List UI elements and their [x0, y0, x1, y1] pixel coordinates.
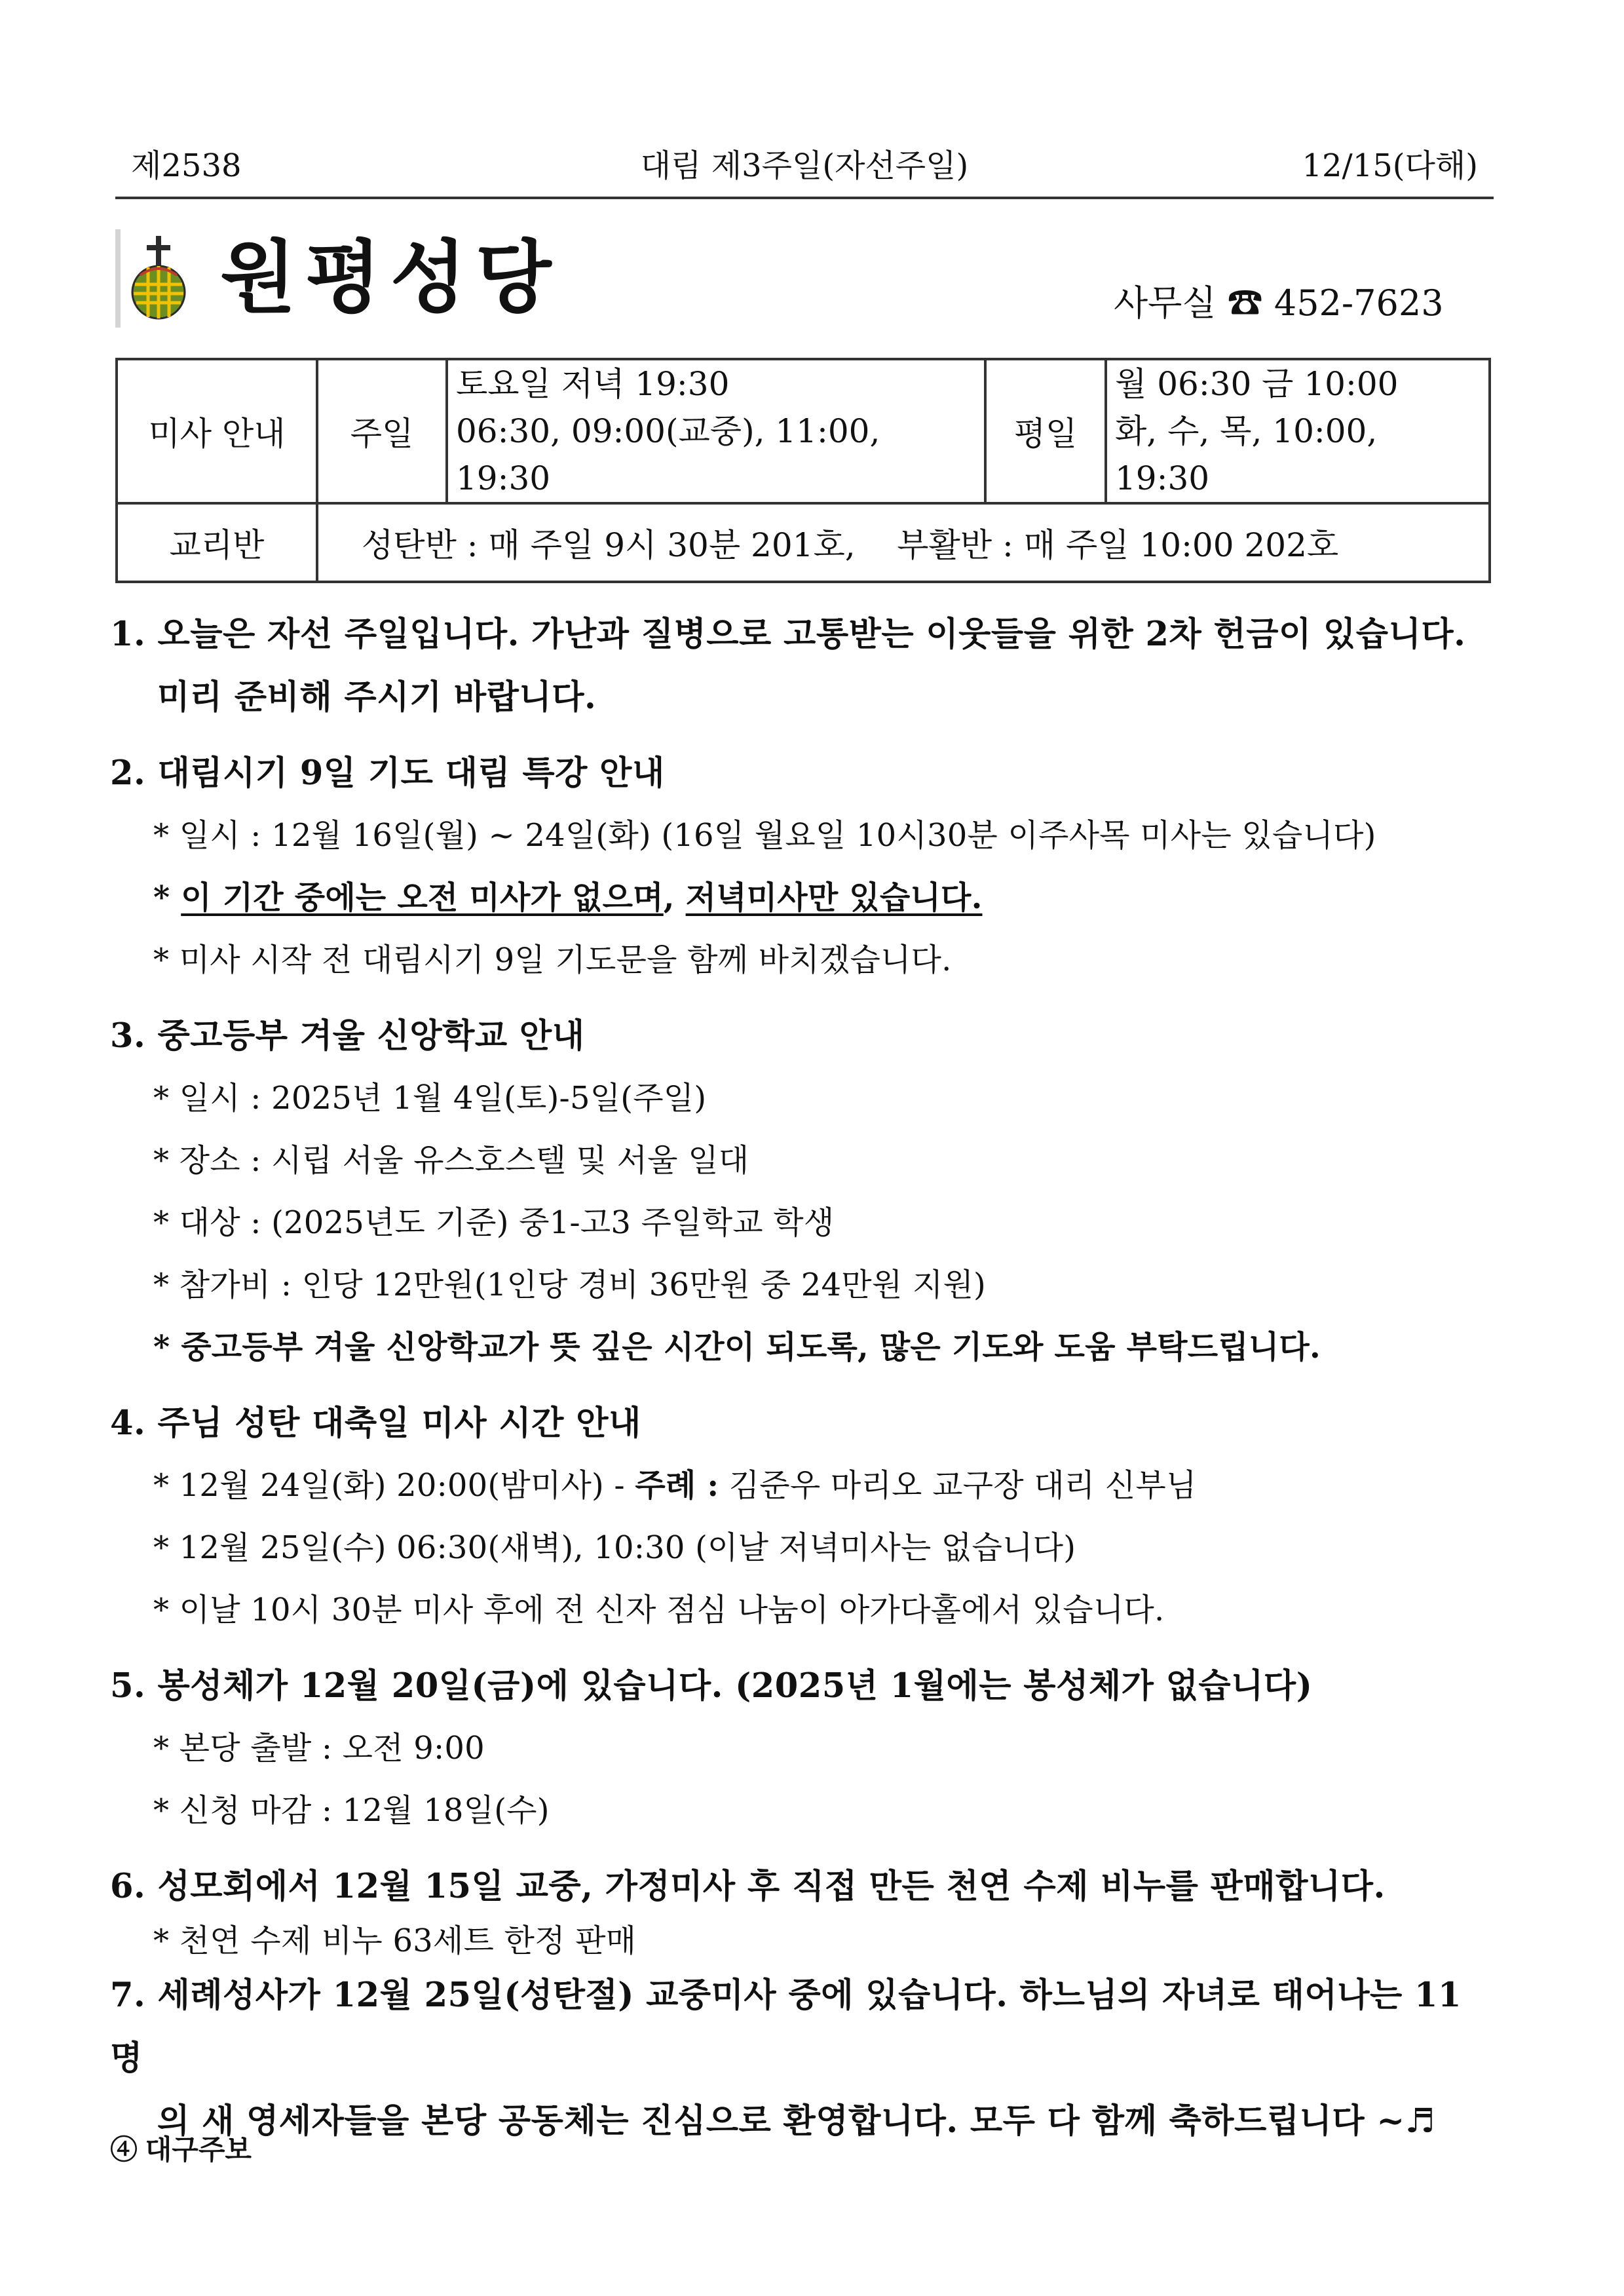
notice-3-item: * 참가비 : 인당 12만원(1인당 경비 36만원 중 24만원 지원) [153, 1267, 986, 1303]
catechism-info: 성탄반 : 매 주일 9시 30분 201호, 부활반 : 매 주일 10:00 202호 [317, 503, 1490, 582]
notice-3-request: * 중고등부 겨울 신앙학교가 뜻 깊은 시간이 되도록, 많은 기도와 도움 부탁드립니다. [153, 1329, 1321, 1366]
notice-1-continuation: 미리 준비해 주시기 바랍니다. [157, 678, 597, 717]
office-contact [1114, 275, 1444, 326]
notice-list [110, 603, 1494, 2152]
catechism-label: 교리반 [117, 503, 317, 582]
celebrant-label: 주례 : [635, 1467, 719, 1504]
notice-1-text: 1. 오늘은 자선 주일입니다. 가난과 질병으로 고통받는 이웃들을 위한 2차 헌금이 있습니다. [110, 615, 1466, 654]
mass-schedule-table [115, 358, 1491, 583]
weekday-line-2: 화, 수, 목, 10:00, 19:30 [1115, 412, 1378, 497]
weekday-line-1: 월 06:30 금 10:00 [1115, 365, 1399, 403]
morning-mass-notice: 이 기간 중에는 오전 미사가 없으며 [181, 879, 664, 916]
issue-date: 12/15(다해) [1302, 147, 1478, 184]
notice-5-item: * 본당 출발 : 오전 9:00 [153, 1730, 485, 1767]
phone-icon: ☎ [1227, 282, 1263, 324]
footer-source: ④ 대구주보 [110, 2134, 252, 2165]
office-phone: 452-7623 [1274, 282, 1444, 324]
mass-info-label: 미사 안내 [117, 359, 317, 503]
notice-3-item: * 일시 : 2025년 1월 4일(토)-5일(주일) [153, 1080, 707, 1117]
parish-title: 원평성당 [220, 233, 561, 324]
sunday-line-1: 토요일 저녁 19:30 [456, 365, 730, 403]
notice-7-text: 7. 세례성사가 12월 25일(성탄절) 교중미사 중에 있습니다. 하느님의 자녀로 태어나는 11명 [110, 1976, 1462, 2078]
logo-divider [115, 229, 121, 328]
issue-number: 제2538 [131, 147, 242, 184]
notice-3-title: 3. 중고등부 겨울 신앙학교 안내 [110, 1016, 585, 1056]
notice-6-title: 6. 성모회에서 12월 15일 교중, 가정미사 후 직접 만든 천연 수제 비누를 판매합니다. [110, 1867, 1386, 1906]
notice-1 [110, 603, 1494, 729]
notice-6-item: * 천연 수제 비누 63세트 한정 판매 [153, 1923, 637, 1959]
bulletin-header [115, 128, 1494, 199]
sunday-label: 주일 [317, 359, 447, 503]
notice-4-item [110, 1455, 1494, 1517]
office-label: 사무실 [1114, 282, 1217, 324]
liturgical-title: 대림 제3주일(자선주일) [640, 147, 969, 184]
church-globe-cross-icon [128, 236, 189, 321]
notice-5-title: 5. 봉성체가 12월 20일(금)에 있습니다. (2025년 1월에는 봉성체가 없습니다) [110, 1666, 1313, 1706]
notice-3-item: * 장소 : 시립 서울 유스호스텔 및 서울 일대 [153, 1142, 749, 1179]
notice-3-item: * 대상 : (2025년도 기준) 중1-고3 주일학교 학생 [153, 1204, 835, 1241]
notice-7-continuation: 의 새 영세자들을 본당 공동체는 진심으로 환영합니다. 모두 다 함께 축하드립니다 ~♬ [157, 2101, 1435, 2141]
notice-2-item-emphasis: * 이 기간 중에는 오전 미사가 없으며, 저녁미사만 있습니다. [153, 879, 983, 916]
celebrant-name: 김준우 마리오 교구장 대리 신부님 [719, 1467, 1197, 1504]
notice-5-item: * 신청 마감 : 12월 18일(수) [153, 1792, 550, 1829]
evening-mass-notice: 저녁미사만 있습니다. [685, 879, 983, 916]
notice-4-item: * 12월 25일(수) 06:30(새벽), 10:30 (이날 저녁미사는 없습니다) [153, 1529, 1076, 1566]
notice-2-item: * 일시 : 12월 16일(월) ~ 24일(화) (16일 월요일 10시30분 이주사목 미사는 있습니다) [153, 817, 1376, 854]
christmas-eve-time: * 12월 24일(화) 20:00(밤미사) - [153, 1467, 635, 1504]
notice-4-title: 4. 주님 성탄 대축일 미사 시간 안내 [110, 1404, 641, 1443]
notice-4-item: * 이날 10시 30분 미사 후에 전 신자 점심 나눔이 아가다홀에서 있습니다. [153, 1592, 1165, 1628]
sunday-line-2: 06:30, 09:00(교중), 11:00, 19:30 [456, 412, 880, 497]
notice-2-title: 2. 대림시기 9일 기도 대림 특강 안내 [110, 754, 665, 793]
notice-7 [110, 1964, 1494, 2152]
notice-2-item: * 미사 시작 전 대림시기 9일 기도문을 함께 바치겠습니다. [153, 942, 952, 978]
weekday-times [1106, 359, 1490, 503]
sunday-times [447, 359, 985, 503]
weekday-label: 평일 [985, 359, 1106, 503]
